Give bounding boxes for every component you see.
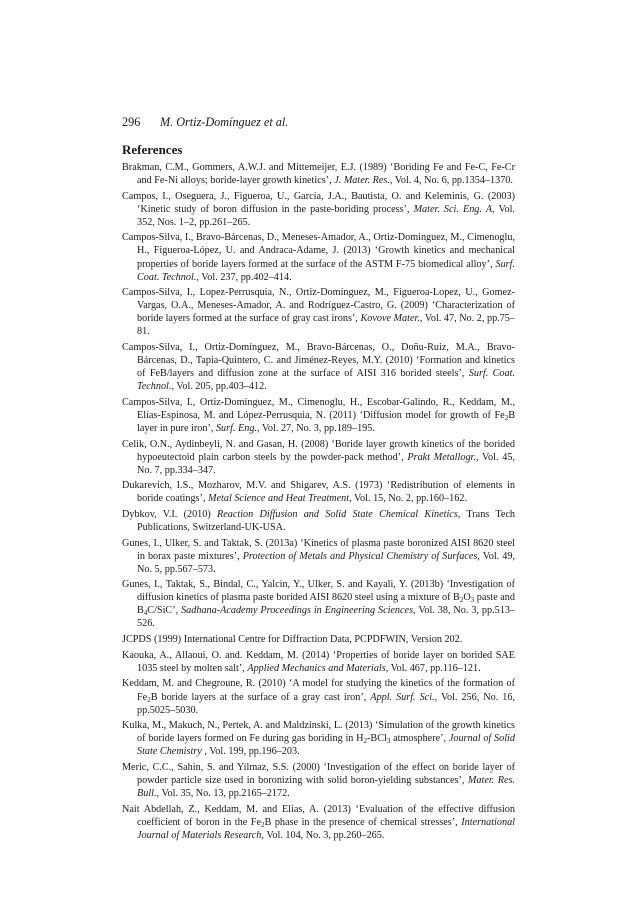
running-header: [122, 115, 288, 130]
reference-entry: [122, 633, 515, 646]
reference-text: Campos-Silva, I., Lopez-Perrusquia, N., Ortiz-Domínguez, M., Figueroa-Lopez, U., Gomez-Vargas, O.A., Meneses-Amador, A. and Rodríguez-Castro, G. (2009) ‘Characterization of boride layers formed at the surface of gray cast irons’,: [122, 287, 515, 325]
reference-text: , Vol. 467, pp.116–121.: [385, 662, 481, 674]
reference-text: Meric, C.C., Sahin, S. and Yilmaz, S.S. (2000) ‘Investigation of the effect on boride layer of powder particle size used in boronizing with solid boron-yielding substances’,: [122, 761, 515, 786]
journal-title: Sadhana-Academy Proceedings in Engineering Sciences: [181, 605, 414, 617]
reference-text: Celik, O.N., Aydinbeyli, N. and Gasan, H. (2008) ‘Boride layer growth kinetics of the borided hypoeutectoid plain carbon steels by the powder-pack method’,: [122, 438, 515, 463]
journal-title: Mater. Sci. Eng. A: [413, 203, 493, 215]
journal-title: International Journal of Materials Research: [137, 816, 515, 841]
reference-text: Campos-Silva, I., Ortiz-Domínguez, M., Cimenoglu, H., Escobar-Galindo, R., Keddam, M., Elías-Espinosa, M. and López-Perrusquia, N. (2011) ‘Diffusion model for growth of Fe: [122, 396, 515, 421]
reference-entry: [122, 649, 515, 675]
reference-text: , Vol. 237, pp.402–414.: [196, 271, 292, 283]
reference-text: Campos-Silva, I., Bravo-Bárcenas, D., Meneses-Amador, A., Ortiz-Dominguez, M., Cimenoglu, H., Figueroa-López, U. and Andraca-Adame, J. (2013) ‘Growth kinetics and mechanical properties of boride layers formed at the surface of the ASTM F-75 biomedical alloy’,: [122, 232, 515, 270]
reference-text: paste and B: [137, 592, 515, 617]
reference-text: Dybkov, V.I. (2010): [122, 508, 218, 520]
reference-text: atmosphere’,: [390, 733, 449, 745]
subscript: 2: [260, 820, 265, 829]
reference-text: , Trans Tech Publications, Switzerland-UK-USA.: [137, 508, 515, 533]
subscript: 2: [363, 737, 368, 746]
journal-title: Surf. Coat. Technol.: [137, 368, 515, 393]
reference-entry: [122, 719, 515, 758]
reference-text: , Vol. 256, No. 16, pp.5025–5030.: [137, 691, 516, 716]
reference-entry: [122, 803, 515, 842]
reference-entry: [122, 396, 515, 435]
journal-title: Kovove Mater.: [360, 313, 420, 325]
subscript: 2: [459, 596, 464, 605]
reference-entry: [122, 341, 515, 393]
journal-title: Prakt Metallogr.: [407, 451, 476, 463]
journal-title: Journal of Solid State Chemistry: [137, 733, 515, 758]
reference-text: , Vol. 199, pp.196–203.: [201, 746, 300, 758]
reference-text: , Vol. 49, No. 5, pp.567–573.: [137, 550, 515, 575]
reference-text: C/SiC’,: [147, 605, 182, 617]
reference-text: , Vol. 47, No. 2, pp.75–81.: [137, 313, 515, 338]
journal-title: J. Mater. Res: [334, 175, 388, 187]
reference-entry: [122, 190, 515, 229]
journal-title: Metal Science and Heat Treatment: [208, 493, 350, 505]
reference-text: B layer in pure iron’,: [137, 409, 515, 434]
journal-title: Protection of Metals and Physical Chemistry of Surfaces: [242, 550, 478, 562]
reference-text: , Vol. 104, No. 3, pp.260–265.: [261, 829, 385, 841]
reference-text: JCPDS (1999) International Centre for Diffraction Data, PCPDFWIN, Version 202.: [122, 634, 463, 646]
reference-text: , Vol. 27, No. 3, pp.189–195.: [256, 422, 375, 434]
reference-text: Dukarevich, I.S., Mozharov, M.V. and Shigarev, A.S. (1973) ‘Redistribution of elements in boride coatings’,: [122, 480, 515, 505]
reference-entry: [122, 231, 515, 283]
reference-entry: [122, 537, 515, 576]
subscript: 2: [147, 695, 151, 704]
reference-entry: [122, 578, 515, 630]
reference-entry: [122, 161, 515, 187]
subscript: 2: [504, 413, 509, 422]
reference-text: , Vol. 352, Nos. 1–2, pp.261–265.: [137, 203, 515, 228]
section-title: References: [122, 142, 183, 157]
reference-entry: [122, 438, 515, 477]
journal-title: Surf. Coat. Technol.: [137, 258, 515, 283]
reference-entry: [122, 508, 515, 534]
reference-text: , Vol. 38, No. 3, pp.513–526.: [137, 605, 516, 630]
subscript: 4: [143, 609, 148, 618]
journal-title: Mater. Res. Bull.: [137, 774, 515, 800]
subscript: 3: [470, 596, 475, 605]
reference-text: O: [463, 592, 471, 604]
reference-text: Nait Abdellah, Z., Keddam, M. and Elias, A. (2013) ‘Evaluation of the effective diffusion coefficient of boron in the Fe: [122, 803, 515, 828]
reference-entry: [122, 677, 515, 716]
reference-text: Brakman, C.M., Gommers, A.W.J. and Mittemeijer, E.J. (1989) ‘Boriding Fe and Fe-C, Fe-Cr and Fe-Ni alloys; boride-layer growth kinetics’,: [122, 162, 515, 187]
journal-title: Surf. Eng.: [215, 422, 257, 434]
reference-entry: [122, 286, 515, 338]
reference-text: Keddam, M. and Chegroune, R. (2010) ‘A model for studying the kinetics of the formation of Fe: [122, 678, 515, 703]
reference-text: Kaouka, A., Allaoui, O. and. Keddam, M. (2014) ‘Properties of boride layer on borided SAE 1035 steel by molten salt’,: [122, 649, 515, 674]
reference-text: Campos, I., Oseguera, J., Figueroa, U., García, J.A., Bautista, O. and Keleminis, G. (2003) ‘Kinetic study of boron diffusion in the paste-boriding process’,: [122, 190, 515, 215]
journal-title: Applied Mechanics and Materials: [247, 662, 386, 674]
reference-text: Gunes, I., Taktak, S., Bindal, C., Yalcin, Y., Ulker, S. and Kayali, Y. (2013b) ‘Investigation of diffusion kinetics of plasma paste borided AISI 8620 steel using a mixture of B: [122, 579, 515, 604]
reference-text: -BCl: [367, 733, 387, 745]
reference-text: Gunes, I., Ulker, S. and Taktak, S. (2013a) ‘Kinetics of plasma paste boronized AISI 8620 steel in borax paste mixtures’,: [122, 537, 515, 562]
reference-list: [122, 161, 515, 844]
reference-text: Kulka, M., Makuch, N., Pertek, A. and Maldzinski, L. (2013) ‘Simulation of the growth kinetics of boride layers formed on Fe during gas boriding in H: [122, 720, 515, 745]
subscript: 3: [386, 737, 391, 746]
reference-entry: [122, 479, 515, 505]
reference-text: , Vol. 45, No. 7, pp.334–347.: [137, 451, 515, 476]
reference-text: B phase in the presence of chemical stresses’,: [264, 816, 462, 828]
running-authors: M. Ortiz-Domínguez et al.: [160, 115, 289, 129]
reference-text: , Vol. 35, No. 13, pp.2165–2172.: [156, 788, 290, 800]
reference-text: , Vol. 205, pp.403–412.: [171, 381, 267, 393]
reference-entry: [122, 761, 515, 800]
reference-text: B boride layers at the surface of a gray cast iron’,: [150, 691, 371, 703]
reference-text: , Vol. 15, No. 2, pp.160–162.: [349, 493, 468, 505]
reference-text: ., Vol. 4, No. 6, pp.1354–1370.: [387, 175, 513, 187]
journal-title: Reaction Diffusion and Solid State Chemical Kinetics: [217, 508, 458, 520]
page-number: 296: [122, 115, 141, 129]
journal-title: Appl. Surf. Sci.: [370, 691, 435, 703]
reference-text: Campos-Silva, I., Ortiz-Domínguez, M., Bravo-Bárcenas, O., Doñu-Ruiz, M.A., Bravo-Bárcenas, D., Tapia-Quintero, C. and Jiménez-Reyes, M.Y. (2010) ‘Formation and kinetics of FeB/layers and diffusion zone at the surface of AISI 316 borided steels’,: [122, 341, 515, 380]
